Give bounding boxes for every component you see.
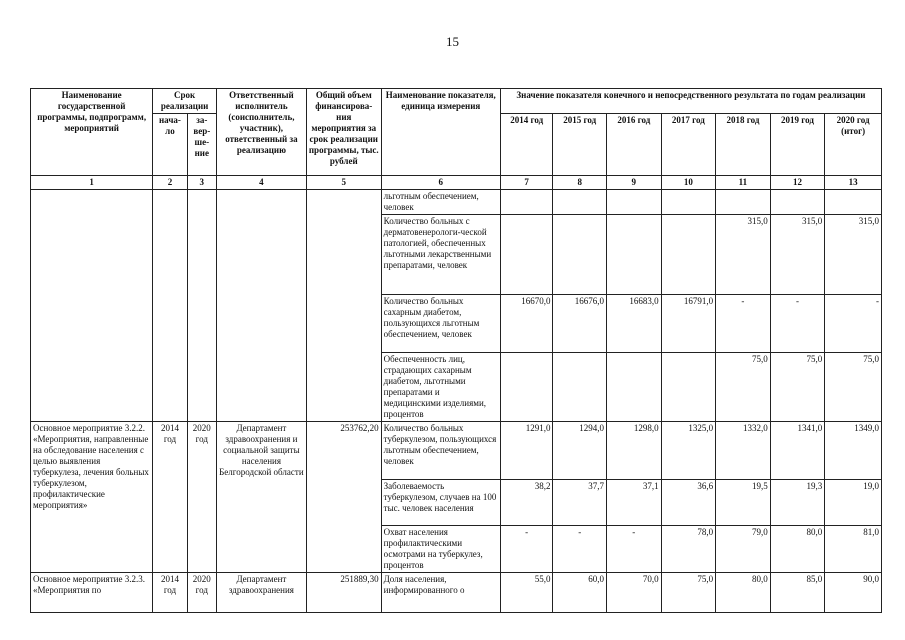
value-cell: 60,0 [553,573,607,613]
header-year-2017: 2017 год [661,114,716,176]
value-cell: 81,0 [825,526,882,573]
value-cell: 38,2 [500,480,553,526]
column-number: 2 [153,176,187,190]
value-cell: 37,7 [553,480,607,526]
indicator-cell: льготным обеспечением, человек [381,190,500,215]
value-cell [825,190,882,215]
activity-funding: 253762,20 [306,422,381,573]
value-cell: - [607,526,662,573]
value-cell: - [500,526,553,573]
empty-cell [31,190,153,422]
value-cell: 1349,0 [825,422,882,480]
column-number: 8 [553,176,607,190]
activity-start: 2014 год [153,422,187,573]
header-year-2014: 2014 год [500,114,553,176]
value-cell [607,190,662,215]
value-cell: 80,0 [770,526,825,573]
value-cell: - [716,295,771,353]
table-row [31,422,882,480]
value-cell [500,353,553,422]
column-number: 12 [770,176,825,190]
indicator-cell: Количество больных туберкулезом, пользующихся льготным обеспечением, человек [381,422,500,480]
value-cell: 70,0 [607,573,662,613]
page-number: 15 [446,34,459,49]
value-cell: 315,0 [770,215,825,295]
column-number: 1 [31,176,153,190]
value-cell: 1298,0 [607,422,662,480]
indicators-table [30,88,882,613]
value-cell [661,190,716,215]
header-year-2015: 2015 год [553,114,607,176]
header-end: за-вер-ше-ние [187,114,216,176]
value-cell: 1325,0 [661,422,716,480]
value-cell [661,215,716,295]
empty-cell [187,190,216,422]
value-cell: - [825,295,882,353]
column-number: 3 [187,176,216,190]
value-cell [607,353,662,422]
indicator-cell: Доля населения, информированного о [381,573,500,613]
value-cell [661,353,716,422]
activity-responsible: Департамент здравоохранения и социальной защиты населения Белгородской области [216,422,306,573]
value-cell: 315,0 [825,215,882,295]
column-number: 4 [216,176,306,190]
header-year-2016: 2016 год [607,114,662,176]
value-cell: 1332,0 [716,422,771,480]
indicator-cell: Охват населения профилактическими осмотрами на туберкулез, процентов [381,526,500,573]
empty-cell [153,190,187,422]
value-cell: 16670,0 [500,295,553,353]
value-cell: 75,0 [825,353,882,422]
header-year-2018: 2018 год [716,114,771,176]
value-cell: - [770,295,825,353]
table-row [31,573,882,613]
value-cell: - [553,526,607,573]
value-cell: 90,0 [825,573,882,613]
activity-responsible: Департамент здравоохранения [216,573,306,613]
value-cell [770,190,825,215]
value-cell: 19,3 [770,480,825,526]
header-year-2020: 2020 год (итог) [825,114,882,176]
value-cell: 16676,0 [553,295,607,353]
activity-end: 2020 год [187,573,216,613]
value-cell [553,190,607,215]
column-number: 7 [500,176,553,190]
indicator-cell: Количество больных сахарным диабетом, пользующихся льготным обеспечением, человек [381,295,500,353]
value-cell: 75,0 [716,353,771,422]
header-indicator: Наименование показателя, единица измерения [381,89,500,176]
column-number: 11 [716,176,771,190]
header-funding: Общий объем финансирова-ния мероприятия за срок реализации программы, тыс. рублей [306,89,381,176]
value-cell: 16683,0 [607,295,662,353]
indicator-cell: Количество больных с дерматовенерологи-ческой патологией, обеспеченных льготными лекарственными препаратами, человек [381,215,500,295]
value-cell: 55,0 [500,573,553,613]
activity-name: Основное мероприятие 3.2.2. «Мероприятия, направленные на обследование населения с целью выявления туберкулеза, лечения больных туберкулезом, профилактические мероприятия» [31,422,153,573]
value-cell: 19,5 [716,480,771,526]
value-cell [500,215,553,295]
value-cell: 37,1 [607,480,662,526]
column-number: 9 [607,176,662,190]
column-number: 5 [306,176,381,190]
value-cell: 19,0 [825,480,882,526]
value-cell: 1294,0 [553,422,607,480]
header-term: Срок реализации [153,89,217,114]
activity-end: 2020 год [187,422,216,573]
activity-name: Основное мероприятие 3.2.3. «Мероприятия по [31,573,153,613]
header-start: нача-ло [153,114,187,176]
value-cell: 85,0 [770,573,825,613]
column-numbers-row [31,176,882,190]
header-responsible: Ответственный исполнитель (соисполнитель, участник), ответственный за реализацию [216,89,306,176]
activity-funding: 251889,30 [306,573,381,613]
column-number: 13 [825,176,882,190]
value-cell: 315,0 [716,215,771,295]
value-cell: 78,0 [661,526,716,573]
indicator-cell: Обеспеченность лиц, страдающих сахарным диабетом, льготными препаратами и медицинскими изделиями, процентов [381,353,500,422]
empty-cell [306,190,381,422]
indicator-cell: Заболеваемость туберкулезом, случаев на 100 тыс. человек населения [381,480,500,526]
value-cell [716,190,771,215]
header-year-2019: 2019 год [770,114,825,176]
value-cell [553,215,607,295]
header-values: Значение показателя конечного и непосредственного результата по годам реализации [500,89,881,114]
column-number: 6 [381,176,500,190]
value-cell: 1291,0 [500,422,553,480]
value-cell: 79,0 [716,526,771,573]
column-number: 10 [661,176,716,190]
value-cell: 1341,0 [770,422,825,480]
value-cell: 36,6 [661,480,716,526]
value-cell [500,190,553,215]
activity-start: 2014 год [153,573,187,613]
empty-cell [216,190,306,422]
value-cell: 80,0 [716,573,771,613]
header-name: Наименование государственной программы, подпрограмм, мероприятий [31,89,153,176]
table-row [31,190,882,215]
value-cell: 16791,0 [661,295,716,353]
value-cell: 75,0 [770,353,825,422]
value-cell [553,353,607,422]
value-cell [607,215,662,295]
value-cell: 75,0 [661,573,716,613]
